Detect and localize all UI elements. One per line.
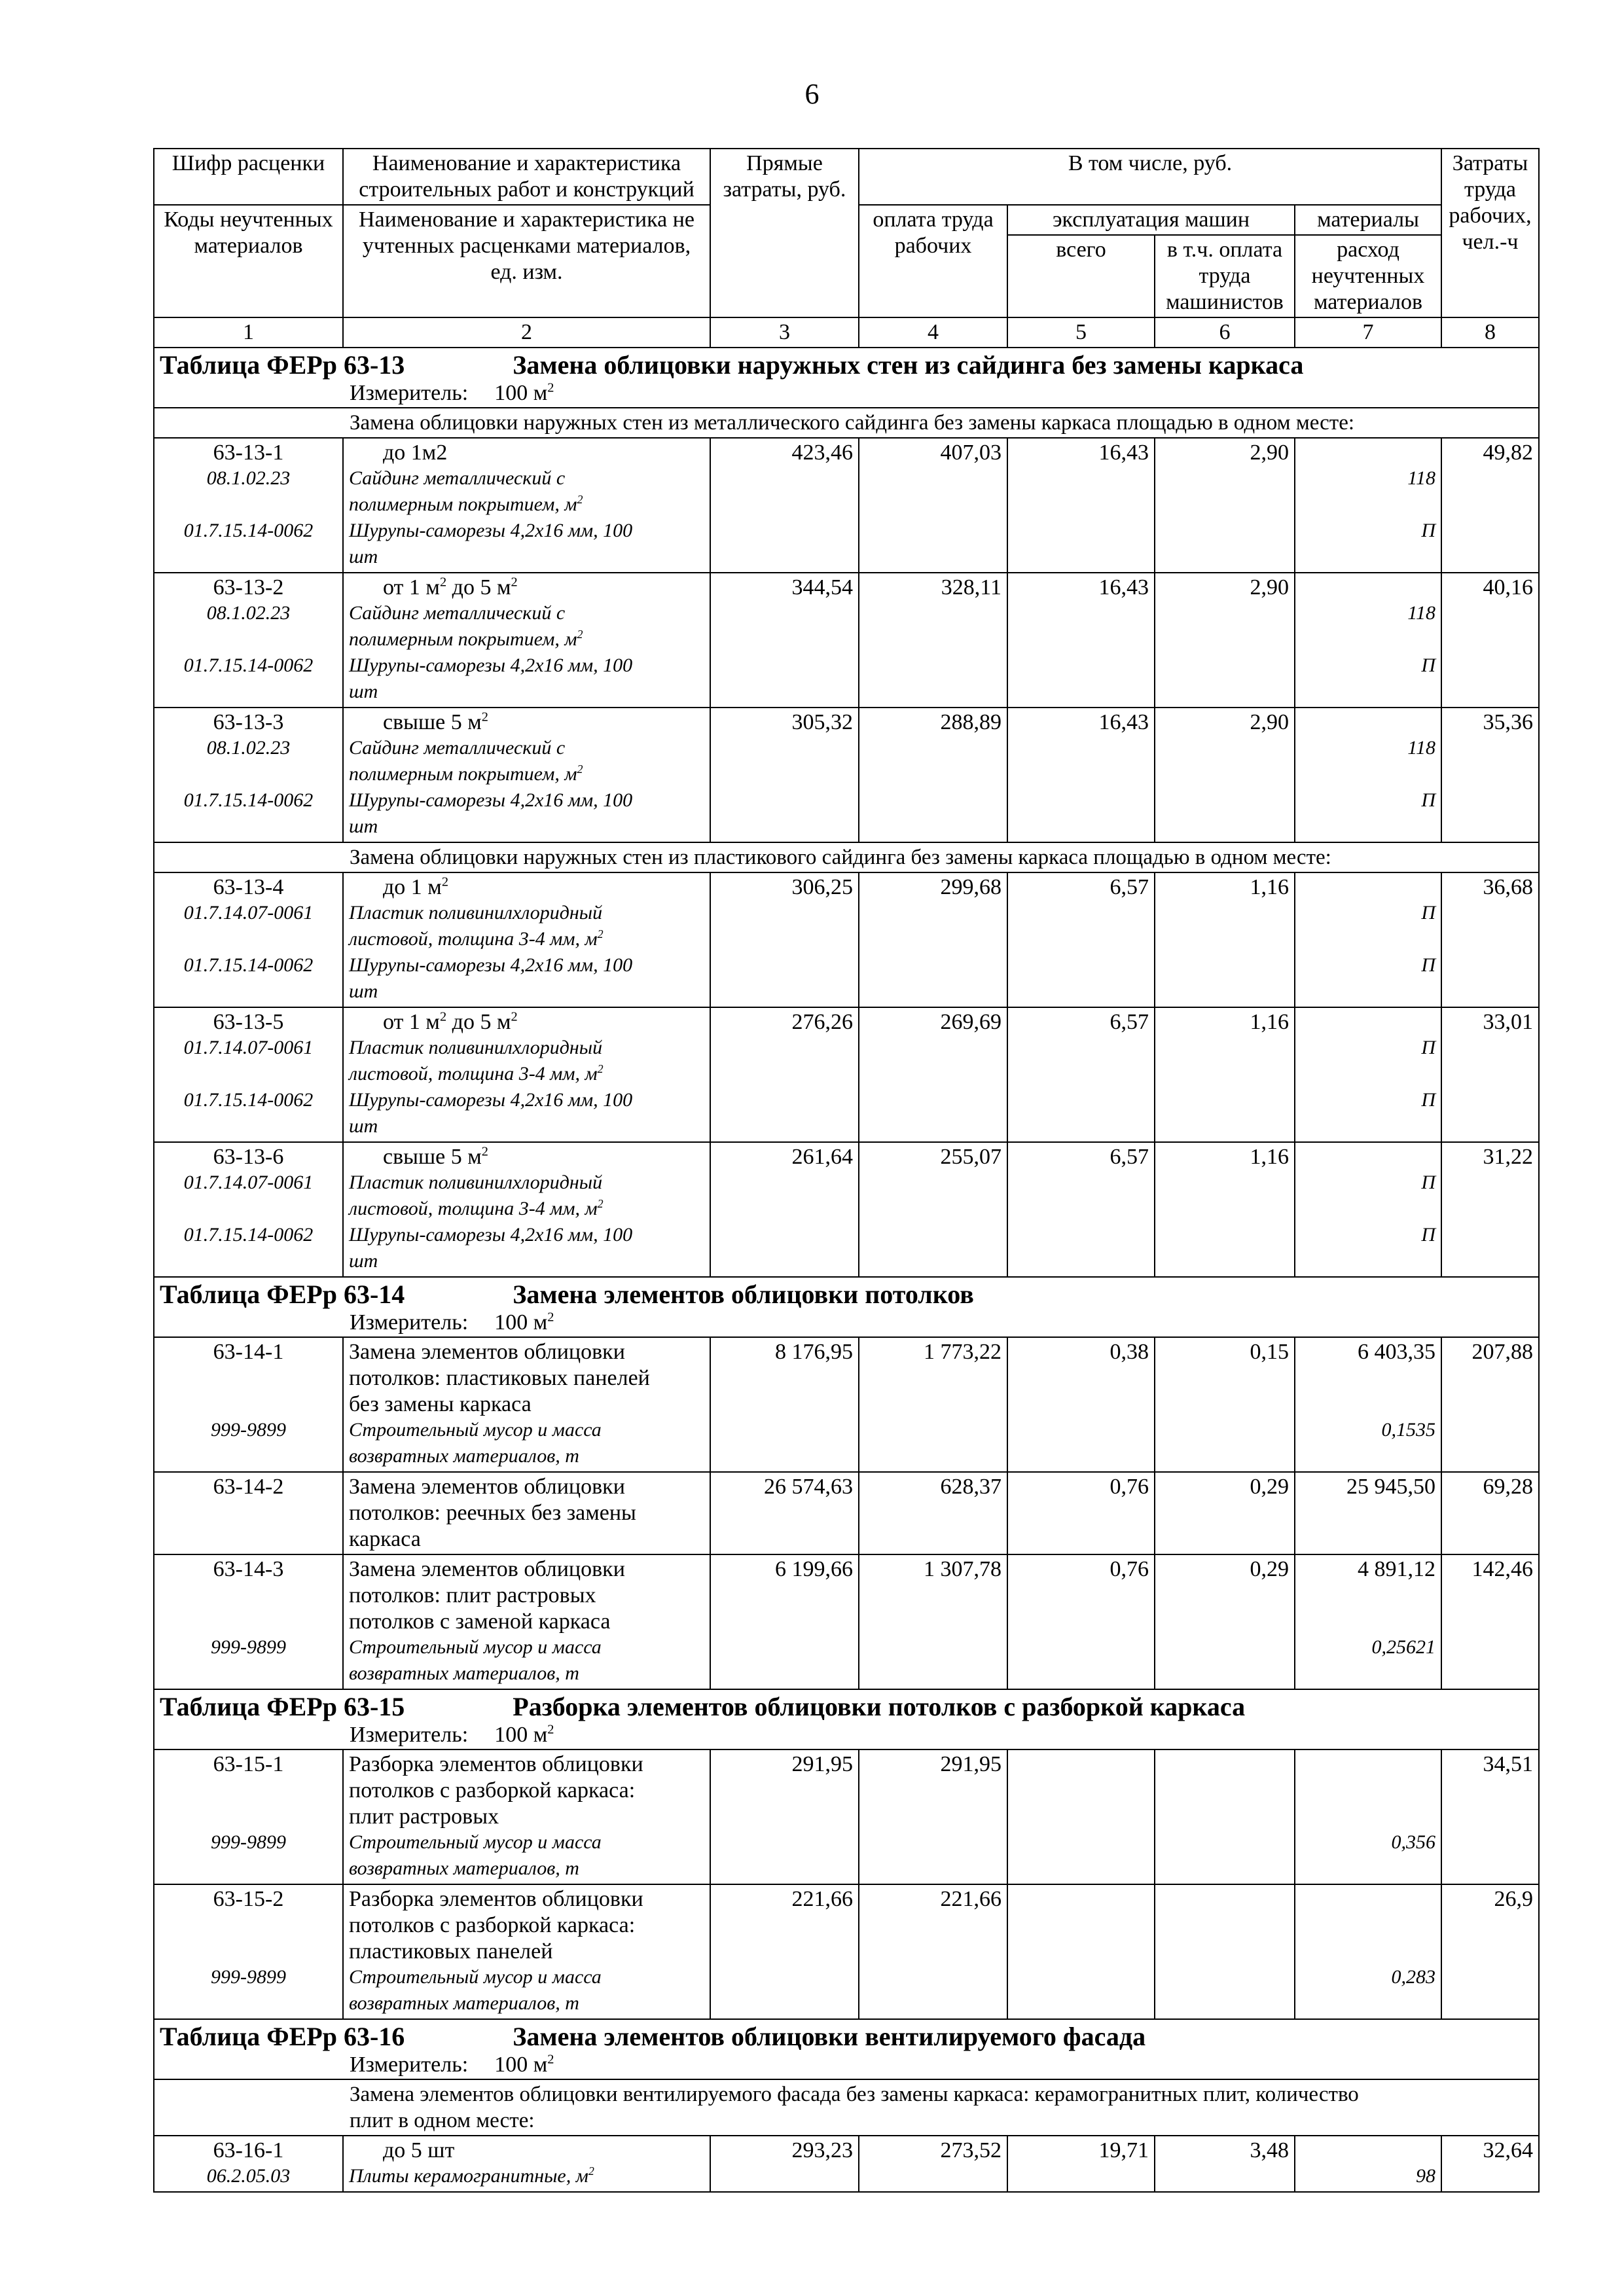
material-code: 999-9899: [211, 1831, 286, 1853]
header-labor-hours: Затраты труда рабочих, чел.-ч: [1441, 149, 1539, 317]
machinist-pay-value: 2,90: [1155, 573, 1295, 708]
header-worker-pay: оплата труда рабочих: [859, 205, 1007, 317]
group-subtitle: Замена элементов облицовки вентилируемого фасада без замены каркаса: керамогранитных плит, количество плит в одном месте:: [154, 2079, 1539, 2136]
machines-total-value: 0,76: [1007, 1554, 1155, 1689]
material-qty: 98: [1416, 2165, 1435, 2187]
labor-hours-value: 207,88: [1441, 1337, 1539, 1472]
page-number: 6: [804, 78, 820, 110]
rate-code: 63-14-2: [213, 1475, 284, 1499]
material-name: Шурупы-саморезы 4,2х16 мм, 100: [349, 1224, 633, 1246]
material-code: 01.7.14.07-0061: [183, 1172, 314, 1193]
materials-value: 25 945,50: [1295, 1472, 1441, 1554]
worker-pay-value: 328,11: [859, 573, 1007, 708]
direct-costs-value: 306,25: [710, 872, 859, 1007]
group-subtitle: Замена облицовки наружных стен из пластикового сайдинга без замены каркаса площадью в одном месте:: [154, 842, 1539, 872]
material-name: Строительный мусор и масса: [349, 1636, 602, 1658]
column-number: 7: [1295, 317, 1441, 348]
section-measure: Измеритель: 100 $м^2$: [350, 380, 554, 405]
table-row: 63-13-6 01.7.14.07-0061 01.7.15.14-0062 свыше 5 $м^2$ Пластик поливинилхлоридный листовой, толщина 3-4 мм, $м^2$ Шурупы-саморезы 4,2х16 мм, 100 шт 261,64 255,07 6,57 1,16 П П 31,22: [154, 1142, 1539, 1277]
material-qty: П: [1421, 789, 1435, 811]
material-name: Шурупы-саморезы 4,2х16 мм, 100: [349, 789, 633, 811]
machinist-pay-value: 3,48: [1155, 2136, 1295, 2192]
table-row: 63-14-2 Замена элементов облицовки потолков: реечных без замены каркаса 26 574,63 628,37 0,76 0,29 25 945,50 69,28: [154, 1472, 1539, 1554]
worker-pay-value: 407,03: [859, 438, 1007, 573]
machines-total-value: 19,71: [1007, 2136, 1155, 2192]
machines-total-value: [1007, 1884, 1155, 2019]
rate-code: 63-13-1: [213, 440, 284, 465]
group-subtitle: Замена облицовки наружных стен из металлического сайдинга без замены каркаса площадью в одном месте:: [154, 408, 1539, 438]
header-including: В том числе, руб.: [859, 149, 1441, 205]
direct-costs-value: 293,23: [710, 2136, 859, 2192]
material-qty: 0,1535: [1381, 1419, 1435, 1441]
material-qty: П: [1421, 954, 1435, 976]
machinist-pay-value: 2,90: [1155, 708, 1295, 842]
material-qty: П: [1421, 902, 1435, 924]
material-name: Шурупы-саморезы 4,2х16 мм, 100: [349, 520, 633, 541]
material-code: 08.1.02.23: [206, 737, 291, 759]
material-code: 999-9899: [211, 1419, 286, 1441]
machines-total-value: 0,38: [1007, 1337, 1155, 1472]
machinist-pay-value: 1,16: [1155, 1007, 1295, 1142]
header-machines: эксплуатация машин: [1007, 205, 1295, 235]
work-description: до 5 шт: [383, 2138, 455, 2162]
labor-hours-value: 26,9: [1441, 1884, 1539, 2019]
work-description: Замена элементов облицовки: [349, 1475, 625, 1499]
direct-costs-value: 276,26: [710, 1007, 859, 1142]
direct-costs-value: 305,32: [710, 708, 859, 842]
table-row: 63-13-5 01.7.14.07-0061 01.7.15.14-0062 от 1 $м^2$ до 5 $м^2$ Пластик поливинилхлоридный листовой, толщина 3-4 мм, $м^2$ Шурупы-саморезы 4,2х16 мм, 100 шт 276,26 269,69 6,57 1,16 П П 33,01: [154, 1007, 1539, 1142]
labor-hours-value: 36,68: [1441, 872, 1539, 1007]
work-description: до 1м2: [383, 440, 448, 465]
column-number: 5: [1007, 317, 1155, 348]
table-row: 63-14-1 999-9899 Замена элементов облицовки потолков: пластиковых панелей без замены каркаса Строительный мусор и масса возвратных материалов, т 8 176,95 1 773,22 0,38 0,15 6 403,35 0,1535 207,88: [154, 1337, 1539, 1472]
machinist-pay-value: 0,29: [1155, 1472, 1295, 1554]
labor-hours-value: 34,51: [1441, 1749, 1539, 1884]
direct-costs-value: 344,54: [710, 573, 859, 708]
material-name: Строительный мусор и масса: [349, 1831, 602, 1853]
direct-costs-value: 221,66: [710, 1884, 859, 2019]
material-qty: 118: [1407, 467, 1435, 489]
labor-hours-value: 142,46: [1441, 1554, 1539, 1689]
materials-value: [1301, 1751, 1435, 1778]
work-description: Замена элементов облицовки: [349, 1557, 625, 1581]
material-code: 01.7.14.07-0061: [183, 902, 314, 924]
machines-total-value: 16,43: [1007, 438, 1155, 573]
header-row-1: [154, 149, 1539, 205]
material-code: 01.7.15.14-0062: [183, 1089, 314, 1111]
material-name: Шурупы-саморезы 4,2х16 мм, 100: [349, 1089, 633, 1111]
machinist-pay-value: 0,15: [1155, 1337, 1295, 1472]
rate-code: 63-14-3: [213, 1557, 284, 1581]
material-name: Сайдинг металлический с: [349, 602, 566, 624]
material-name: Шурупы-саморезы 4,2х16 мм, 100: [349, 954, 633, 976]
work-description: от 1 $м^2$ до 5 $м^2$: [383, 575, 518, 600]
work-description: Замена элементов облицовки: [349, 1340, 625, 1364]
material-name: Плиты керамогранитные, $м^2$: [349, 2164, 594, 2187]
machinist-pay-value: 0,29: [1155, 1554, 1295, 1689]
section-title: Таблица ФЕРр 63-15 Разборка элементов облицовки потолков с разборкой каркаса: [160, 1692, 1246, 1721]
material-name: Сайдинг металлический с: [349, 737, 566, 759]
column-number: 3: [710, 317, 859, 348]
column-number: 2: [343, 317, 710, 348]
material-name: Пластик поливинилхлоридный: [349, 902, 603, 924]
column-number: 6: [1155, 317, 1295, 348]
worker-pay-value: 628,37: [859, 1472, 1007, 1554]
work-description: Разборка элементов облицовки: [349, 1752, 643, 1776]
machinist-pay-value: [1155, 1749, 1295, 1884]
material-name: Шурупы-саморезы 4,2х16 мм, 100: [349, 655, 633, 676]
header-material-codes: Коды неучтенных материалов: [154, 205, 343, 317]
machinist-pay-value: 1,16: [1155, 1142, 1295, 1277]
work-description: свыше 5 $м^2$: [383, 1144, 488, 1169]
table-row: 63-13-1 08.1.02.23 01.7.15.14-0062 до 1м2 Сайдинг металлический с полимерным покрытием, $м^2$ Шурупы-саморезы 4,2х16 мм, 100 шт 423,46 407,03 16,43 2,90 118 П 49,82: [154, 438, 1539, 573]
header-material-consumption: расход неучтенных материалов: [1295, 235, 1441, 317]
direct-costs-value: 26 574,63: [710, 1472, 859, 1554]
section-measure: Измеритель: 100 $м^2$: [350, 2052, 554, 2077]
material-qty: 118: [1407, 602, 1435, 624]
material-code: 08.1.02.23: [206, 467, 291, 489]
material-name: Пластик поливинилхлоридный: [349, 1037, 603, 1058]
labor-hours-value: 49,82: [1441, 438, 1539, 573]
section-measure: Измеритель: 100 $м^2$: [350, 1310, 554, 1335]
labor-hours-value: 40,16: [1441, 573, 1539, 708]
worker-pay-value: 288,89: [859, 708, 1007, 842]
material-qty: П: [1421, 520, 1435, 541]
rate-code: 63-13-2: [213, 575, 284, 600]
section-header: [154, 2019, 1539, 2079]
section-title: Таблица ФЕРр 63-16 Замена элементов облицовки вентилируемого фасада: [160, 2022, 1146, 2051]
machinist-pay-value: 1,16: [1155, 872, 1295, 1007]
worker-pay-value: 1 307,78: [859, 1554, 1007, 1689]
section-header: [154, 1277, 1539, 1337]
table-row: 63-15-2 999-9899 Разборка элементов облицовки потолков с разборкой каркаса: пластиковых панелей Строительный мусор и масса возвратных материалов, т 221,66 221,66 0,283 26,9: [154, 1884, 1539, 2019]
material-qty: П: [1421, 1037, 1435, 1058]
work-description: до 1 $м^2$: [383, 874, 449, 899]
table-row: 63-15-1 999-9899 Разборка элементов облицовки потолков с разборкой каркаса: плит растровых Строительный мусор и масса возвратных материалов, т 291,95 291,95 0,356 34,51: [154, 1749, 1539, 1884]
column-number: 4: [859, 317, 1007, 348]
header-machinist-pay: в т.ч. оплата труда машинистов: [1155, 235, 1295, 317]
labor-hours-value: 33,01: [1441, 1007, 1539, 1142]
section-title: Таблица ФЕРр 63-13 Замена облицовки наружных стен из сайдинга без замены каркаса: [160, 350, 1304, 380]
material-qty: 0,356: [1391, 1831, 1435, 1853]
header-rate-code: Шифр расценки: [154, 149, 343, 205]
labor-hours-value: 35,36: [1441, 708, 1539, 842]
materials-value: 6 403,35: [1358, 1340, 1435, 1364]
direct-costs-value: 8 176,95: [710, 1337, 859, 1472]
material-qty: П: [1421, 1224, 1435, 1246]
worker-pay-value: 299,68: [859, 872, 1007, 1007]
material-code: 01.7.15.14-0062: [183, 954, 314, 976]
work-description: от 1 $м^2$ до 5 $м^2$: [383, 1009, 518, 1034]
table-row: [154, 2136, 1539, 2192]
material-qty: П: [1421, 655, 1435, 676]
rate-code: 63-13-6: [213, 1145, 284, 1169]
direct-costs-value: 291,95: [710, 1749, 859, 1884]
section-header: [154, 1689, 1539, 1749]
rate-code: 63-14-1: [213, 1340, 284, 1364]
material-qty: 118: [1407, 737, 1435, 759]
rate-code: 63-15-1: [213, 1752, 284, 1776]
section-header: [154, 348, 1539, 408]
labor-hours-value: 31,22: [1441, 1142, 1539, 1277]
machines-total-value: 0,76: [1007, 1472, 1155, 1554]
worker-pay-value: 221,66: [859, 1884, 1007, 2019]
worker-pay-value: 269,69: [859, 1007, 1007, 1142]
material-qty: 0,283: [1391, 1966, 1435, 1988]
header-materials: материалы: [1295, 205, 1441, 235]
material-code: 999-9899: [211, 1966, 286, 1988]
material-code: 01.7.15.14-0062: [183, 520, 314, 541]
material-code: 08.1.02.23: [206, 602, 291, 624]
material-name: Строительный мусор и масса: [349, 1966, 602, 1988]
machines-total-value: 16,43: [1007, 573, 1155, 708]
rates-table: [153, 148, 1540, 2193]
header-material-name: Наименование и характеристика не учтенных расценками материалов, ед. изм.: [343, 205, 710, 317]
table-row: 63-13-3 08.1.02.23 01.7.15.14-0062 свыше 5 $м^2$ Сайдинг металлический с полимерным покрытием, $м^2$ Шурупы-саморезы 4,2х16 мм, 100 шт 305,32 288,89 16,43 2,90 118 П 35,36: [154, 708, 1539, 842]
direct-costs-value: 261,64: [710, 1142, 859, 1277]
machines-total-value: 6,57: [1007, 1007, 1155, 1142]
labor-hours-value: 69,28: [1441, 1472, 1539, 1554]
column-numbers-row: [154, 317, 1539, 348]
work-description: свыше 5 $м^2$: [383, 709, 488, 734]
table-row: 63-13-4 01.7.14.07-0061 01.7.15.14-0062 до 1 $м^2$ Пластик поливинилхлоридный листовой, толщина 3-4 мм, $м^2$ Шурупы-саморезы 4,2х16 мм, 100 шт 306,25 299,68 6,57 1,16 П П 36,68: [154, 872, 1539, 1007]
material-qty: П: [1421, 1089, 1435, 1111]
column-number: 1: [154, 317, 343, 348]
material-code: 06.2.05.03: [206, 2165, 291, 2187]
rate-code: 63-13-4: [213, 875, 284, 899]
table-row: 63-13-2 08.1.02.23 01.7.15.14-0062 от 1 $м^2$ до 5 $м^2$ Сайдинг металлический с полимерным покрытием, $м^2$ Шурупы-саморезы 4,2х16 мм, 100 шт 344,54 328,11 16,43 2,90 118 П 40,16: [154, 573, 1539, 708]
worker-pay-value: 291,95: [859, 1749, 1007, 1884]
header-machines-total: всего: [1007, 235, 1155, 317]
direct-costs-value: 6 199,66: [710, 1554, 859, 1689]
section-title: Таблица ФЕРр 63-14 Замена элементов облицовки потолков: [160, 1280, 974, 1309]
table-row: 63-14-3 999-9899 Замена элементов облицовки потолков: плит растровых потолков с заменой каркаса Строительный мусор и масса возвратных материалов, т 6 199,66 1 307,78 0,76 0,29 4 891,12 0,25621 142,46: [154, 1554, 1539, 1689]
machines-total-value: 6,57: [1007, 872, 1155, 1007]
material-code: 999-9899: [211, 1636, 286, 1658]
machinist-pay-value: 2,90: [1155, 438, 1295, 573]
work-description: Разборка элементов облицовки: [349, 1887, 643, 1911]
materials-value: [1301, 1886, 1435, 1912]
material-name: Сайдинг металлический с: [349, 467, 566, 489]
header-work-name: Наименование и характеристика строительных работ и конструкций: [343, 149, 710, 205]
material-code: 01.7.15.14-0062: [183, 1224, 314, 1246]
machinist-pay-value: [1155, 1884, 1295, 2019]
worker-pay-value: 1 773,22: [859, 1337, 1007, 1472]
rate-code: 63-13-5: [213, 1010, 284, 1034]
machines-total-value: [1007, 1749, 1155, 1884]
rate-code: 63-13-3: [213, 710, 284, 734]
materials-value: 4 891,12: [1358, 1557, 1435, 1581]
material-qty: 0,25621: [1371, 1636, 1435, 1658]
column-number: 8: [1441, 317, 1539, 348]
material-name: Строительный мусор и масса: [349, 1419, 602, 1441]
worker-pay-value: 273,52: [859, 2136, 1007, 2192]
material-code: 01.7.15.14-0062: [183, 655, 314, 676]
labor-hours-value: 32,64: [1441, 2136, 1539, 2192]
worker-pay-value: 255,07: [859, 1142, 1007, 1277]
material-code: 01.7.15.14-0062: [183, 789, 314, 811]
material-code: 01.7.14.07-0061: [183, 1037, 314, 1058]
material-qty: П: [1421, 1172, 1435, 1193]
rate-code: 63-15-2: [213, 1887, 284, 1911]
machines-total-value: 16,43: [1007, 708, 1155, 842]
material-name: Пластик поливинилхлоридный: [349, 1172, 603, 1193]
section-measure: Измеритель: 100 $м^2$: [350, 1722, 554, 1747]
direct-costs-value: 423,46: [710, 438, 859, 573]
header-direct-costs: Прямые затраты, руб.: [710, 149, 859, 317]
machines-total-value: 6,57: [1007, 1142, 1155, 1277]
rate-code: 63-16-1: [213, 2138, 284, 2162]
